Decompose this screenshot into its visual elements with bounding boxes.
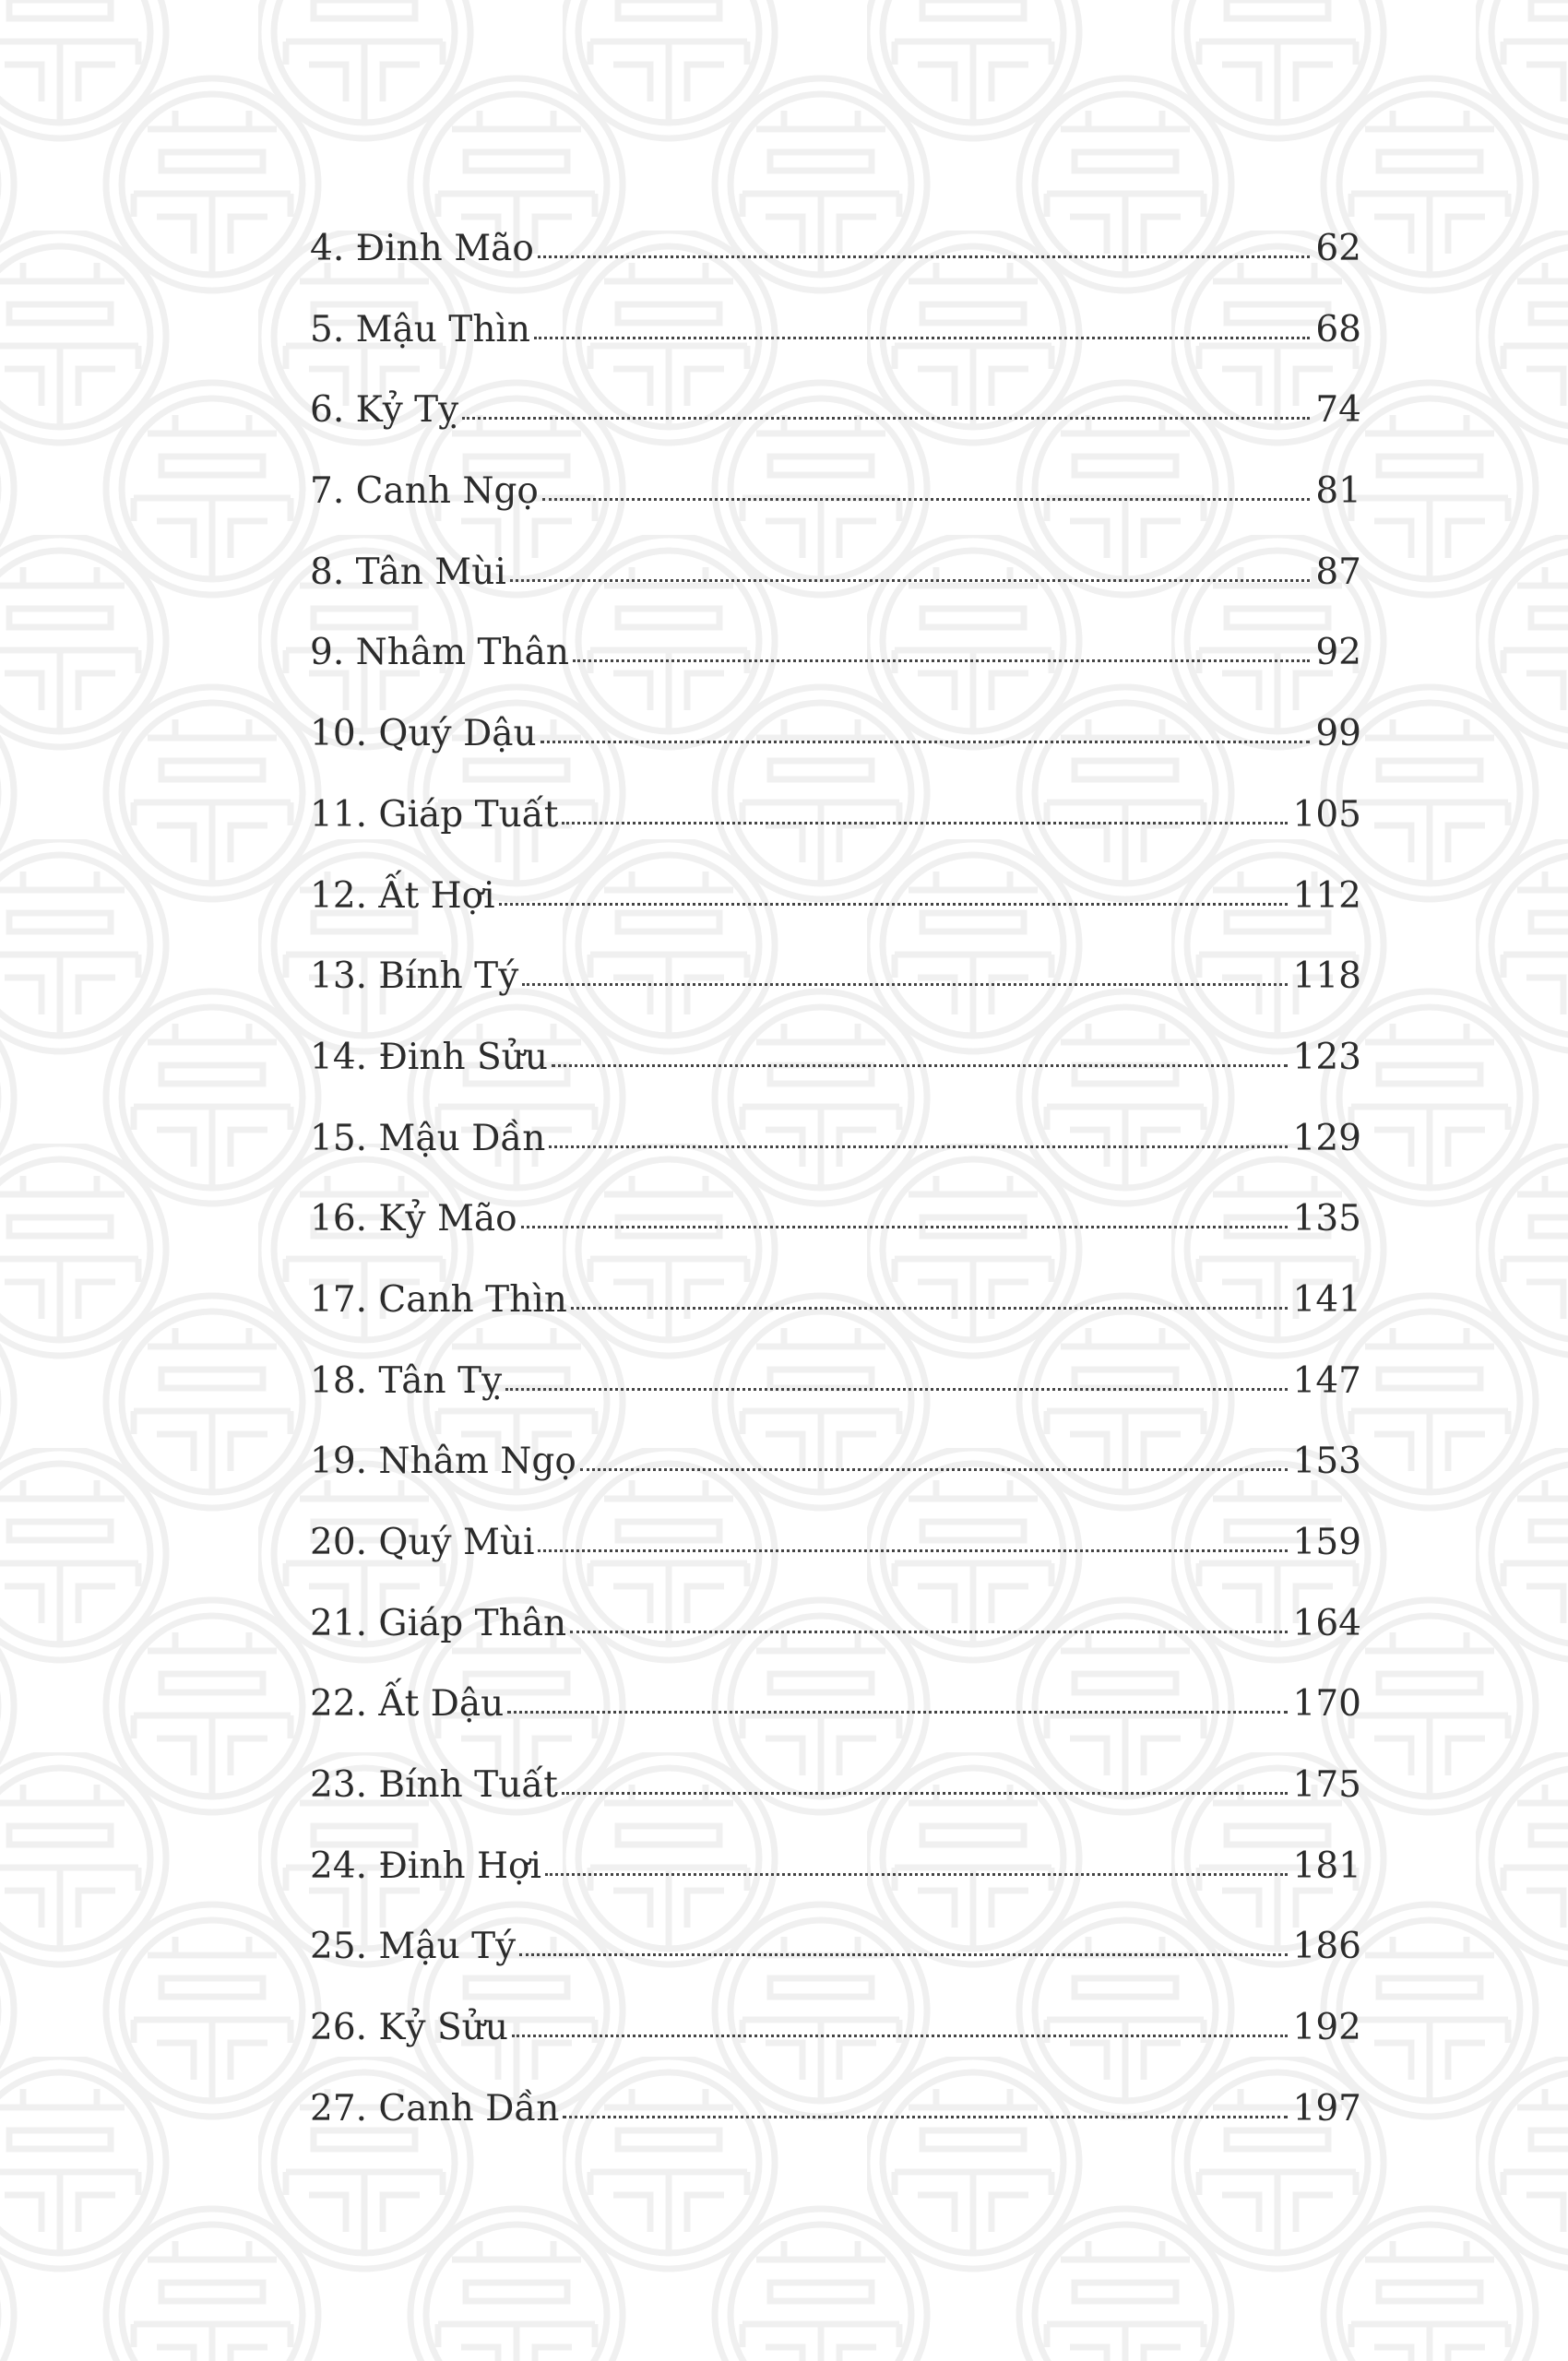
toc-entry-page: 164 — [1292, 1602, 1361, 1644]
toc-entry[interactable] — [310, 1111, 1361, 1192]
toc-entry-page: 141 — [1292, 1278, 1361, 1321]
toc-entry-page: 123 — [1292, 1036, 1361, 1078]
toc-entry[interactable] — [310, 1030, 1361, 1111]
toc-entry[interactable] — [310, 1596, 1361, 1678]
dot-leader — [573, 659, 1310, 662]
dot-leader — [499, 903, 1288, 906]
toc-entry-title: 19. Nhâm Ngọ — [310, 1441, 576, 1483]
dot-leader — [507, 1711, 1287, 1714]
toc-entry-title: 15. Mậu Dần — [310, 1117, 546, 1159]
dot-leader — [519, 1953, 1287, 1956]
toc-entry-title: 17. Canh Thìn — [310, 1278, 567, 1321]
dot-leader — [580, 1468, 1288, 1471]
toc-entry[interactable] — [310, 1273, 1361, 1354]
toc-entry-title: 14. Đinh Sửu — [310, 1036, 548, 1078]
toc-entry-title: 11. Giáp Tuất — [310, 793, 559, 836]
toc-entry-page: 105 — [1292, 793, 1361, 836]
toc-entry-page: 197 — [1292, 2087, 1361, 2130]
toc-entry[interactable] — [310, 1839, 1361, 1920]
dot-leader — [538, 255, 1311, 258]
toc-entry[interactable] — [310, 625, 1361, 706]
toc-entry[interactable] — [310, 464, 1361, 545]
toc-entry-page: 99 — [1315, 713, 1361, 755]
toc-entry-title: 10. Quý Dậu — [310, 713, 537, 755]
toc-entry-title: 9. Nhâm Thân — [310, 632, 569, 674]
dot-leader — [549, 1145, 1287, 1148]
toc-entry[interactable] — [310, 2082, 1361, 2163]
toc-entry-title: 8. Tân Mùi — [310, 551, 506, 593]
toc-entry-title: 13. Bính Tý — [310, 955, 519, 998]
dot-leader — [521, 1226, 1288, 1228]
toc-entry-page: 135 — [1292, 1198, 1361, 1240]
dot-leader — [534, 337, 1310, 339]
toc-entry[interactable] — [310, 1758, 1361, 1839]
toc-entry[interactable] — [310, 1515, 1361, 1596]
toc-entry[interactable] — [310, 221, 1361, 303]
dot-leader — [510, 579, 1311, 582]
toc-entry-page: 118 — [1292, 955, 1361, 998]
toc-entry-page: 92 — [1315, 632, 1361, 674]
toc-entry-page: 87 — [1315, 551, 1361, 593]
toc-entry-page: 112 — [1292, 874, 1361, 917]
toc-entry-title: 24. Đinh Hợi — [310, 1845, 541, 1887]
toc-entry-page: 175 — [1292, 1764, 1361, 1807]
toc-entry-page: 147 — [1292, 1359, 1361, 1402]
toc-entry-title: 7. Canh Ngọ — [310, 470, 539, 513]
toc-entry-title: 18. Tân Tỵ — [310, 1359, 503, 1402]
toc-entry[interactable] — [310, 706, 1361, 788]
toc-entry-page: 181 — [1292, 1845, 1361, 1887]
toc-entry[interactable] — [310, 1677, 1361, 1758]
toc-entry-page: 129 — [1292, 1117, 1361, 1159]
toc-entry-title: 21. Giáp Thân — [310, 1602, 567, 1644]
dot-leader — [562, 822, 1287, 825]
toc-entry-title: 27. Canh Dần — [310, 2087, 560, 2130]
dot-leader — [540, 741, 1311, 743]
toc-entry[interactable] — [310, 2000, 1361, 2082]
toc-entry-page: 170 — [1292, 1683, 1361, 1726]
table-of-contents — [310, 221, 1361, 2163]
toc-entry-page: 81 — [1315, 470, 1361, 513]
toc-entry[interactable] — [310, 383, 1361, 464]
toc-entry-title: 22. Ất Dậu — [310, 1683, 505, 1726]
toc-entry[interactable] — [310, 1192, 1361, 1273]
toc-entry-title: 6. Kỷ Tỵ — [310, 389, 459, 432]
toc-entry[interactable] — [310, 1354, 1361, 1435]
toc-entry[interactable] — [310, 303, 1361, 384]
toc-entry-title: 25. Mậu Tý — [310, 1926, 517, 1968]
toc-entry[interactable] — [310, 788, 1361, 869]
toc-entry-page: 153 — [1292, 1441, 1361, 1483]
toc-entry-title: 26. Kỷ Sửu — [310, 2007, 508, 2049]
dot-leader — [505, 1388, 1287, 1391]
dot-leader — [542, 498, 1310, 501]
toc-entry-title: 16. Kỷ Mão — [310, 1198, 517, 1240]
toc-entry[interactable] — [310, 1919, 1361, 2000]
dot-leader — [571, 1307, 1288, 1310]
dot-leader — [552, 1064, 1288, 1067]
toc-entry[interactable] — [310, 949, 1361, 1030]
toc-entry-page: 186 — [1292, 1926, 1361, 1968]
toc-entry-page: 68 — [1315, 308, 1361, 350]
dot-leader — [562, 1792, 1288, 1795]
toc-entry-page: 74 — [1315, 389, 1361, 432]
toc-entry[interactable] — [310, 869, 1361, 950]
dot-leader — [522, 983, 1287, 986]
toc-entry-title: 4. Đinh Mão — [310, 228, 534, 269]
toc-entry-title: 5. Mậu Thìn — [310, 308, 531, 350]
dot-leader — [570, 1631, 1287, 1633]
toc-entry-page: 62 — [1315, 228, 1361, 269]
toc-entry[interactable] — [310, 1434, 1361, 1515]
toc-entry-page: 192 — [1292, 2007, 1361, 2049]
dot-leader — [545, 1873, 1288, 1876]
dot-leader — [462, 417, 1310, 420]
toc-entry-title: 20. Quý Mùi — [310, 1522, 535, 1563]
toc-entry-page: 159 — [1292, 1522, 1361, 1563]
toc-entry[interactable] — [310, 545, 1361, 626]
dot-leader — [512, 2035, 1288, 2037]
dot-leader — [563, 2116, 1287, 2118]
toc-entry-title: 12. Ất Hợi — [310, 874, 495, 917]
dot-leader — [538, 1549, 1287, 1552]
toc-entry-title: 23. Bính Tuất — [310, 1764, 558, 1807]
